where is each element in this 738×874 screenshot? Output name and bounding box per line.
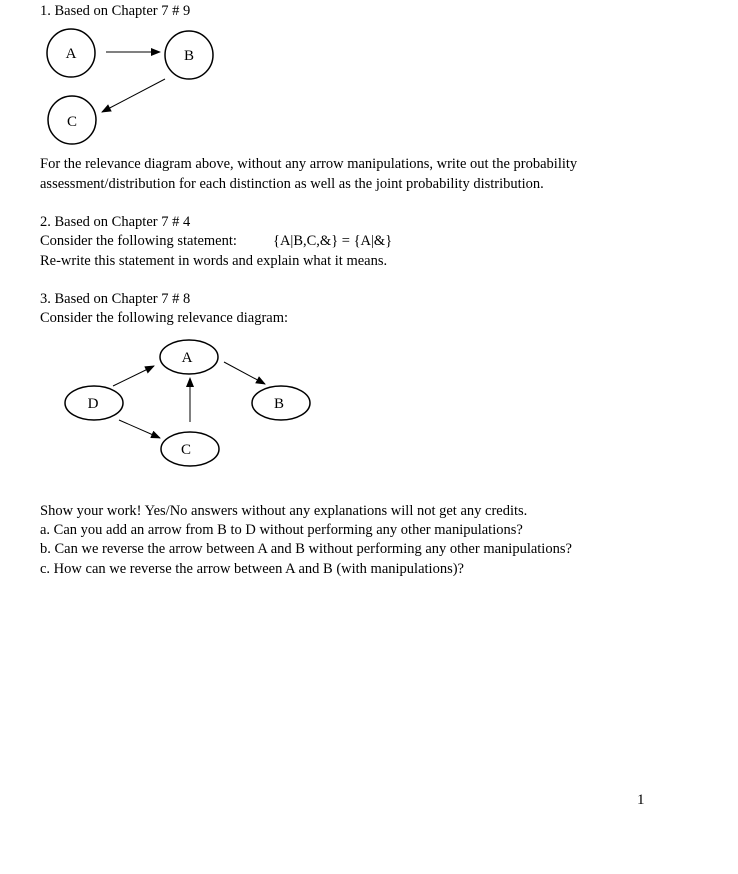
q3-node-a bbox=[160, 340, 218, 374]
q2-heading: 2. Based on Chapter 7 # 4 bbox=[40, 214, 191, 230]
q3-arrow-a-to-b bbox=[224, 362, 265, 384]
q1-text-line1: For the relevance diagram above, without any arrow manipulations, write out the probability bbox=[40, 156, 578, 172]
q1-node-a bbox=[47, 29, 95, 77]
q3-heading: 3. Based on Chapter 7 # 8 bbox=[40, 291, 191, 307]
q3-prompt: Consider the following relevance diagram: bbox=[40, 310, 289, 326]
q3-note: Show your work! Yes/No answers without any explanations will not get any credits. bbox=[40, 503, 528, 519]
q1-heading: 1. Based on Chapter 7 # 9 bbox=[40, 3, 191, 19]
q1-node-c bbox=[48, 96, 96, 144]
q1-text-line2: assessment/distribution for each distinction as well as the joint probability distribution. bbox=[40, 176, 544, 192]
q3-part-a: a. Can you add an arrow from B to D without performing any other manipulations? bbox=[40, 522, 523, 538]
svg-text:B: B bbox=[273, 396, 285, 412]
svg-text:B: B bbox=[183, 48, 195, 64]
svg-text:C: C bbox=[180, 442, 192, 458]
q3-arrow-d-to-a bbox=[113, 366, 154, 386]
q1-arrow-b-to-c bbox=[102, 79, 165, 112]
q2-instruction: Re-write this statement in words and explain what it means. bbox=[40, 253, 388, 269]
q3-node-b bbox=[252, 386, 310, 420]
q2-prompt: Consider the following statement: bbox=[40, 233, 237, 249]
svg-text:D: D bbox=[87, 396, 99, 412]
svg-text:C: C bbox=[66, 114, 78, 130]
q3-node-c bbox=[161, 432, 219, 466]
q1-node-b bbox=[165, 31, 213, 79]
page-number: 1 bbox=[637, 792, 645, 808]
svg-text:A: A bbox=[181, 350, 193, 366]
q3-node-d bbox=[65, 386, 123, 420]
q3-arrow-d-to-c bbox=[119, 420, 160, 438]
q3-part-c: c. How can we reverse the arrow between A and B (with manipulations)? bbox=[40, 561, 464, 577]
q2-statement: {A|B,C,&} = {A|&} bbox=[273, 233, 393, 249]
q3-part-b: b. Can we reverse the arrow between A and B without performing any other manipulations? bbox=[40, 541, 572, 557]
svg-text:A: A bbox=[65, 46, 77, 62]
